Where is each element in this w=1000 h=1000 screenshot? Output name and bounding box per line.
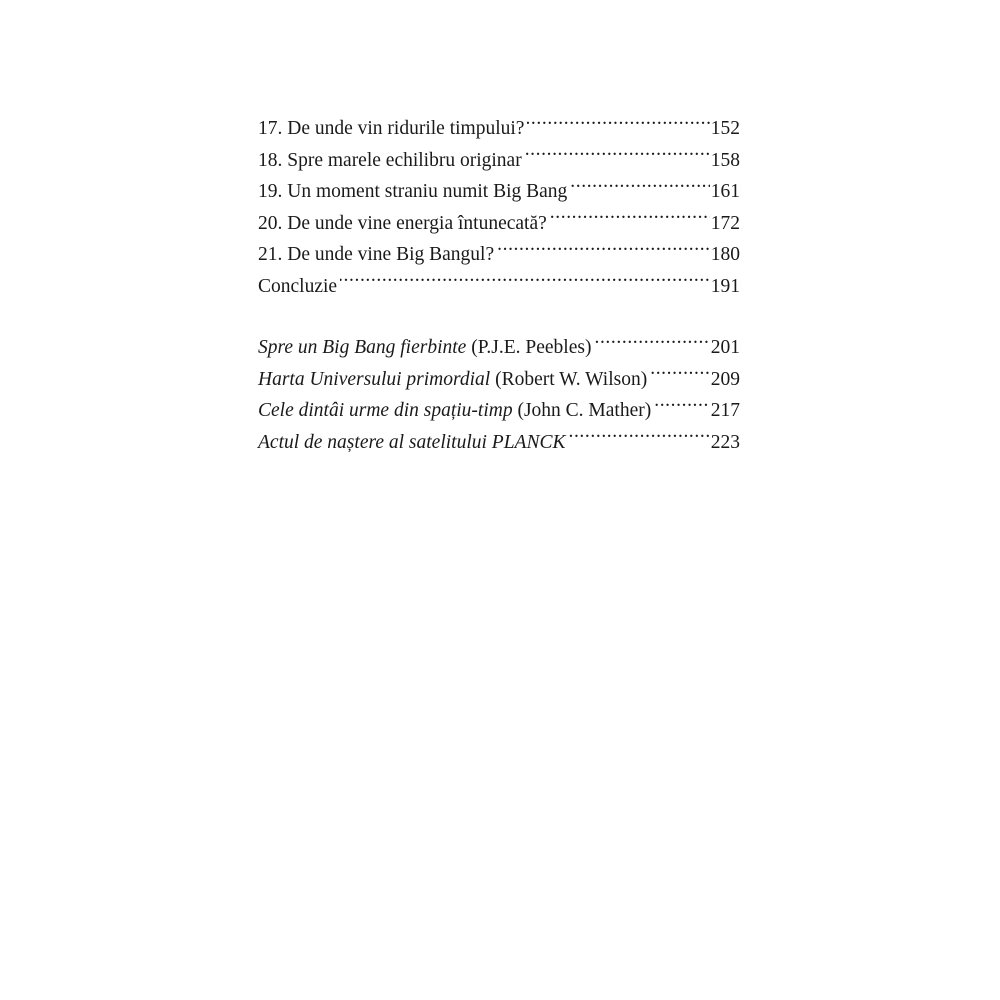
toc-entry-title: 19. Un moment straniu numit Big Bang	[258, 181, 568, 202]
toc-entry-page: 191	[710, 275, 740, 297]
toc-entry-title-italic: Cele dintâi urme din spațiu-timp	[258, 400, 513, 421]
toc-chapter-group	[258, 113, 740, 302]
toc-entry[interactable]	[258, 239, 740, 271]
toc-leader-dots	[550, 209, 710, 229]
toc-entry-page: 161	[710, 181, 740, 202]
toc-entry[interactable]	[258, 364, 740, 396]
toc-entry[interactable]	[258, 113, 740, 145]
toc-entry-title-author: (P.J.E. Peebles)	[466, 337, 592, 358]
toc-entry-title-author: (Robert W. Wilson)	[490, 368, 648, 390]
toc-entry-title	[258, 395, 653, 427]
toc-leader-dots	[594, 334, 709, 354]
toc-entry-page: 209	[710, 368, 740, 390]
toc-leader-dots	[497, 241, 710, 261]
toc-entry-title: 21. De unde vine Big Bangul?	[258, 244, 495, 265]
toc-entry-title	[258, 332, 593, 364]
toc-leader-dots	[650, 365, 710, 385]
toc-entry-title: 17. De unde vin ridurile timpului?	[258, 118, 525, 139]
toc-entry-page: 180	[710, 244, 740, 265]
toc-entry-title-italic: Actul de naștere al satelitului PLANCK	[258, 431, 566, 453]
toc-leader-dots	[525, 146, 710, 166]
toc-entry-page: 217	[710, 400, 740, 421]
toc-entry-title-italic: Harta Universului primordial	[258, 368, 491, 390]
toc-entry-page: 223	[710, 431, 740, 453]
toc-entry[interactable]	[258, 208, 740, 240]
toc-entry-page: 158	[710, 149, 740, 171]
toc-entry-title: Concluzie	[258, 275, 338, 297]
toc-entry-title-author: (John C. Mather)	[512, 400, 652, 421]
toc-entry[interactable]	[258, 145, 740, 177]
table-of-contents	[258, 113, 740, 458]
toc-entry[interactable]	[258, 271, 740, 303]
toc-entry-title-italic: Spre un Big Bang fierbinte	[258, 337, 467, 358]
toc-entry-title: 20. De unde vine energia întunecată?	[258, 212, 547, 234]
toc-entry[interactable]	[258, 332, 740, 364]
toc-entry-page: 172	[710, 212, 740, 234]
toc-leader-dots	[340, 272, 710, 292]
toc-leader-dots	[568, 428, 709, 448]
toc-leader-dots	[527, 115, 709, 135]
toc-entry-title	[258, 364, 649, 396]
toc-entry[interactable]	[258, 176, 740, 208]
toc-entry[interactable]	[258, 395, 740, 427]
toc-entry-title: 18. Spre marele echilibru originar	[258, 149, 522, 171]
toc-entry-page: 201	[710, 337, 740, 358]
toc-leader-dots	[570, 178, 709, 198]
toc-entry-title	[258, 427, 567, 459]
toc-appendix-group	[258, 332, 740, 458]
toc-entry[interactable]	[258, 427, 740, 459]
toc-entry-page: 152	[710, 118, 740, 139]
toc-leader-dots	[654, 397, 710, 417]
